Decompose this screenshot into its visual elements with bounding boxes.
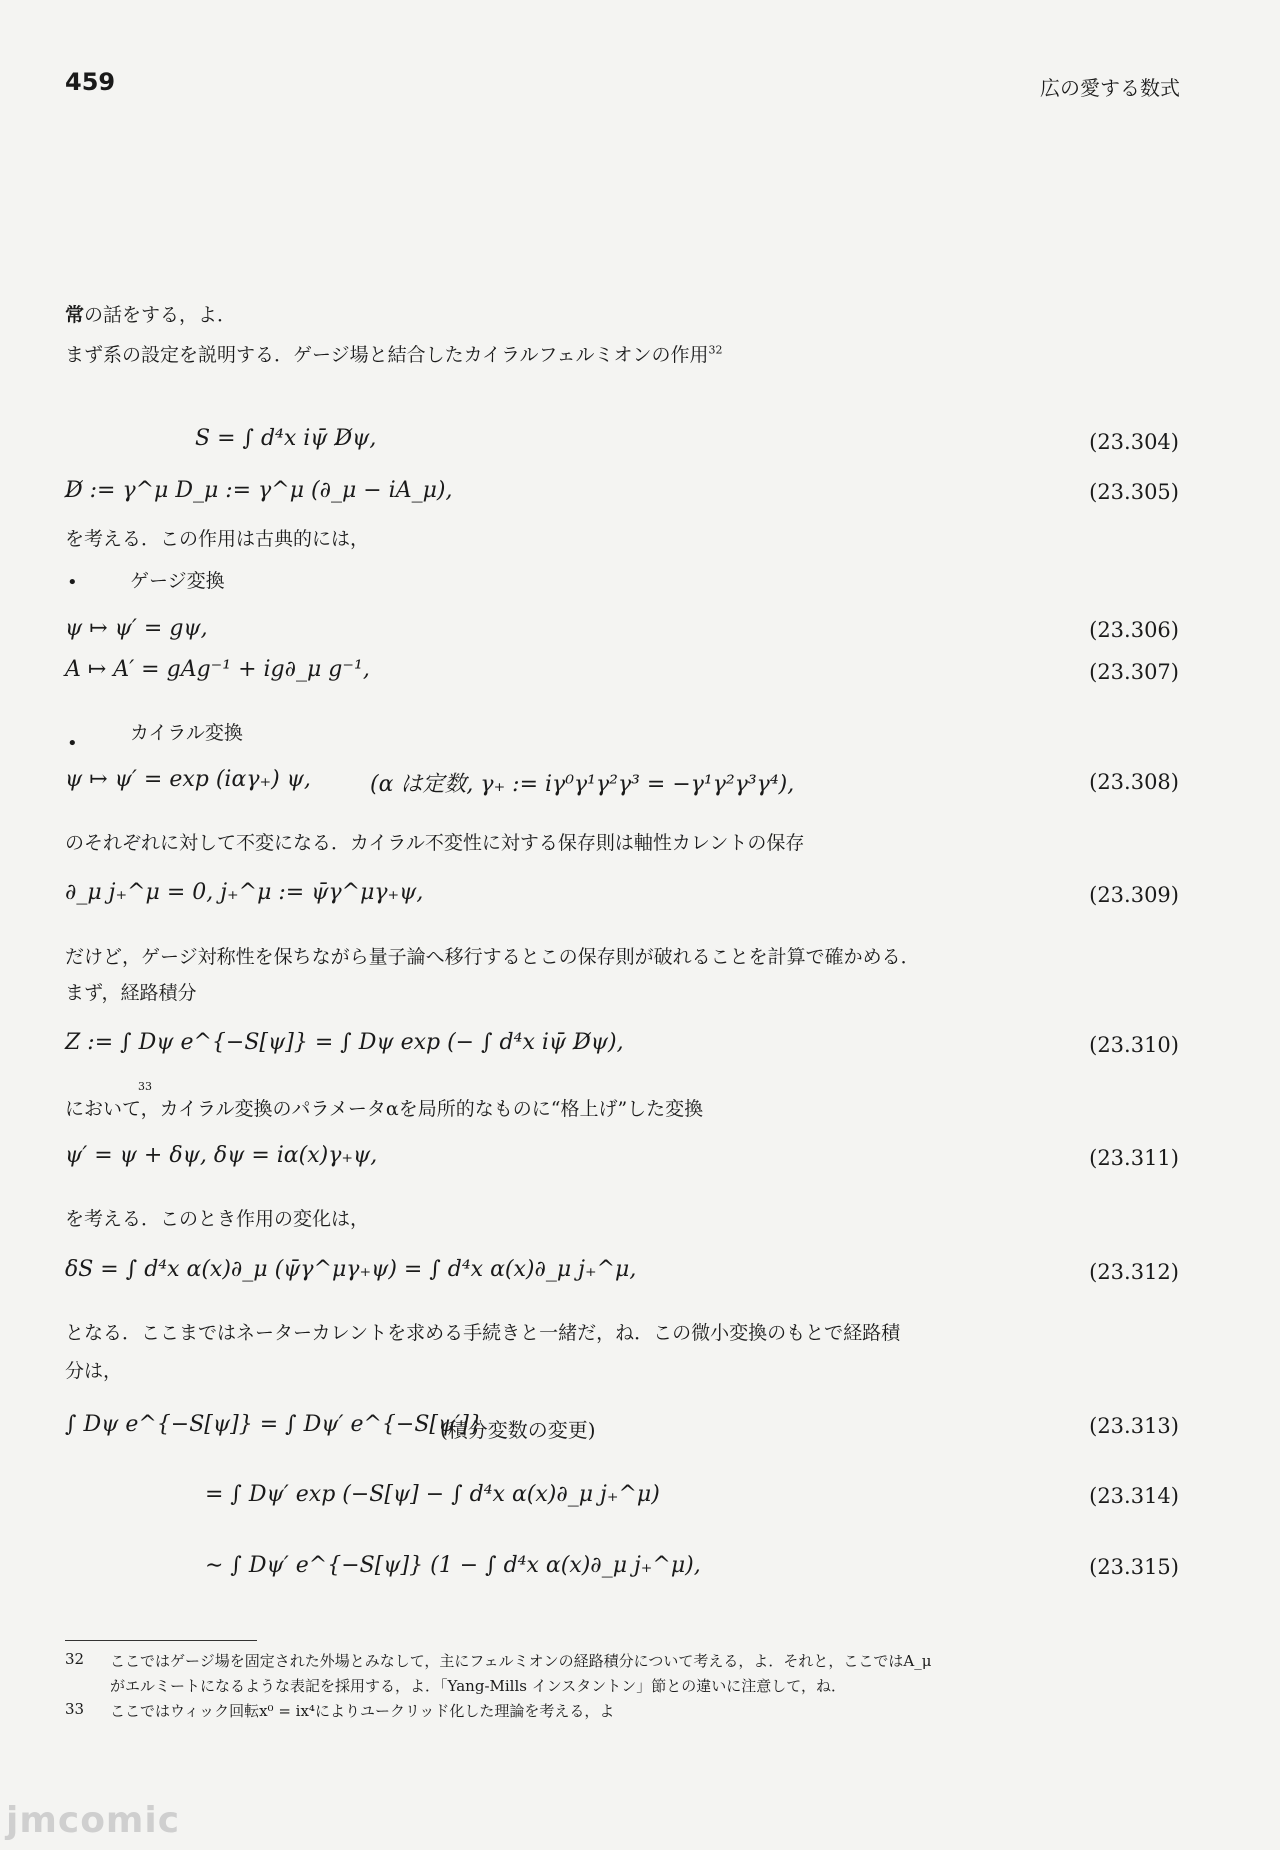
equation-note: (積分変数の変更) — [440, 1418, 596, 1442]
equation: ∼ ∫ Dψ′ e^{−S[ψ]} (1 − ∫ d⁴x α(x)∂_μ j₊^μ), — [205, 1553, 701, 1578]
equation-number: (23.306) — [1089, 618, 1179, 642]
paragraph-line: を考える．この作用は古典的には， — [65, 528, 370, 550]
footnote-text: ここではゲージ場を固定された外場とみなして，主にフェルミオンの経路積分について考える，よ．それと，ここではA_μ — [110, 1652, 932, 1670]
equation-note: (α は定数, γ₊ := iγ⁰γ¹γ²γ³ = −γ¹γ²γ³γ⁴), — [370, 772, 795, 797]
equation-number: (23.304) — [1089, 430, 1179, 454]
equation-number: (23.312) — [1089, 1260, 1179, 1284]
paragraph-line — [65, 300, 236, 327]
footnote-text: ここではウィック回転x⁰ = ix⁴によりユークリッド化した理論を考える，よ — [110, 1702, 615, 1720]
page-number: 459 — [65, 68, 116, 96]
equation: δS = ∫ d⁴x α(x)∂_μ (ψ̄γ^μγ₊ψ) = ∫ d⁴x α(x)∂_μ j₊^μ, — [65, 1257, 637, 1282]
bold-char: 常 — [65, 304, 85, 326]
equation: D̸ := γ^μ D_μ := γ^μ (∂_μ − iA_μ), — [65, 478, 453, 503]
footnote-rule — [65, 1640, 257, 1641]
line-text: まず系の設定を説明する．ゲージ場と結合したカイラルフェルミオンの作用 — [65, 344, 709, 366]
bullet-text: ゲージ変換 — [130, 570, 225, 592]
equation-number: (23.314) — [1089, 1484, 1179, 1508]
watermark-logo: jmcomic — [6, 1800, 181, 1841]
paragraph-line: 分は， — [65, 1360, 123, 1382]
paragraph-line — [65, 340, 723, 367]
equation-number: (23.309) — [1089, 883, 1179, 907]
paragraph-line: となる．ここまではネーターカレントを求める手続きと一緒だ，ね．この微小変換のもとで経路積 — [65, 1322, 901, 1344]
footnote-text: がエルミートになるような表記を採用する，よ．「Yang-Mills インスタントン」節との違いに注意して，ね． — [110, 1677, 846, 1695]
equation-number: (23.305) — [1089, 480, 1179, 504]
equation-number: (23.307) — [1089, 660, 1179, 684]
equation: ψ′ = ψ + δψ, δψ = iα(x)γ₊ψ, — [65, 1143, 378, 1168]
bullet-text: カイラル変換 — [130, 722, 243, 744]
paragraph-line: のそれぞれに対して不変になる．カイラル不変性に対する保存則は軸性カレントの保存 — [65, 832, 805, 854]
running-title: 広の愛する数式 — [1040, 76, 1180, 100]
equation-number: (23.310) — [1089, 1033, 1179, 1057]
equation-number: (23.308) — [1089, 770, 1179, 794]
equation: ∂_μ j₊^μ = 0, j₊^μ := ψ̄γ^μγ₊ψ, — [65, 880, 424, 905]
paragraph-line: だけど，ゲージ対称性を保ちながら量子論へ移行するとこの保存則が破れることを計算で確かめる． — [65, 946, 920, 968]
paragraph-line: まず，経路積分 — [65, 982, 197, 1004]
equation-number: (23.313) — [1089, 1414, 1179, 1438]
paragraph-line: において，カイラル変換のパラメータαを局所的なものに“格上げ”した変換 — [65, 1098, 704, 1120]
equation: ψ ↦ ψ′ = gψ, — [65, 616, 208, 641]
equation-number: (23.315) — [1089, 1555, 1179, 1579]
equation: S = ∫ d⁴x iψ̄ D̸ψ, — [195, 426, 377, 451]
equation-number: (23.311) — [1089, 1146, 1179, 1170]
footnote-marker: 33 — [138, 1080, 152, 1093]
bullet-marker: • — [67, 733, 78, 754]
equation: ψ ↦ ψ′ = exp (iαγ₊) ψ, — [65, 767, 311, 792]
footnote-number: 32 — [65, 1650, 85, 1668]
footnote-number: 33 — [65, 1700, 85, 1718]
equation: A ↦ A′ = gAg⁻¹ + ig∂_μ g⁻¹, — [65, 657, 370, 682]
bullet-marker: • — [67, 572, 78, 593]
line-text: の話をする，よ． — [84, 304, 237, 326]
footnote-marker: 32 — [708, 343, 723, 357]
equation: Z := ∫ Dψ e^{−S[ψ]} = ∫ Dψ exp (− ∫ d⁴x iψ̄ D̸ψ), — [65, 1030, 624, 1055]
paragraph-line: を考える．このとき作用の変化は， — [65, 1208, 370, 1230]
equation: ∫ Dψ e^{−S[ψ]} = ∫ Dψ′ e^{−S[ψ′]} — [65, 1412, 483, 1437]
equation: = ∫ Dψ′ exp (−S[ψ] − ∫ d⁴x α(x)∂_μ j₊^μ) — [205, 1482, 660, 1507]
